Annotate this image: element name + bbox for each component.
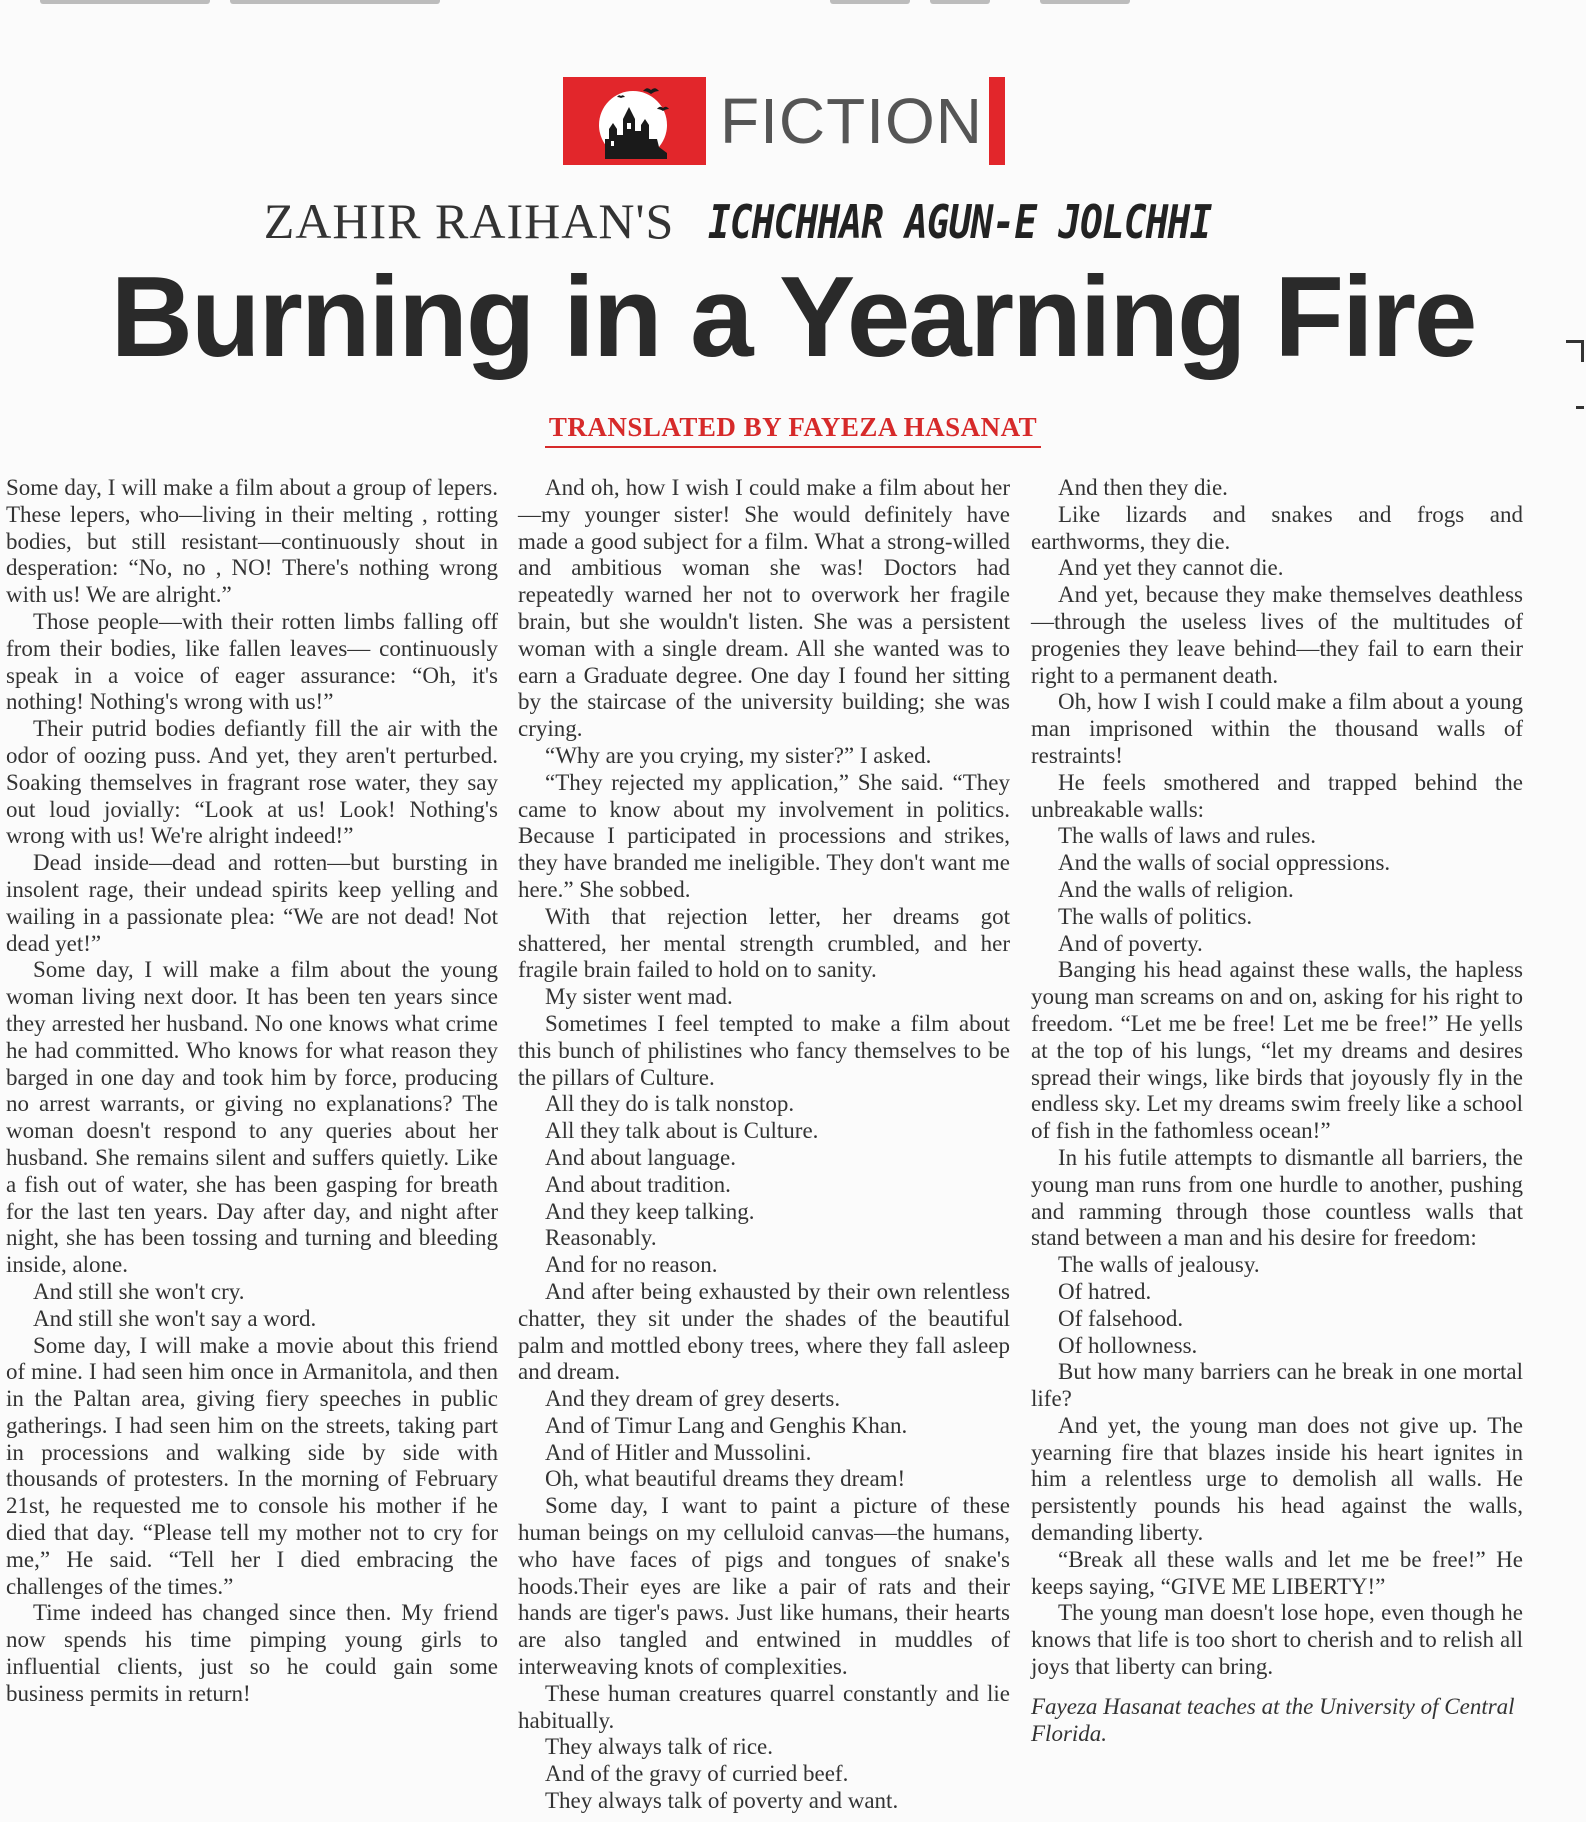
article-column-2 [518,475,1010,1815]
byline-text: TRANSLATED BY FAYEZA HASANAT [545,412,1041,448]
paragraph: And after being exhausted by their own relentless chatter, they sit under the shades of the beautiful palm and mottled ebony trees, where they fall asleep and dream. [518,1278,1010,1385]
kicker [0,192,1586,250]
paragraph: With that rejection letter, her dreams got shattered, her mental strength crumbled, and her fragile brain failed to hold on to sanity. [518,903,1010,983]
paragraph: The walls of politics. [1058,903,1253,929]
paragraph: “Break all these walls and let me be free!” He keeps saying, “GIVE ME LIBERTY!” [1031,1546,1523,1599]
paragraph: And they dream of grey deserts. [545,1386,841,1412]
section-label: FICTION [720,85,983,157]
paragraph: Some day, I will make a film about the young woman living next door. It has been ten years since they arrested her husband. No one knows what crime he had committed. Who knows for what reason they barged in one day and took him by force, producing no arrest warrants, or giving no explanations? The woman doesn't respond to any queries about her husband. She remains silent and suffers quietly. Like a fish out of water, she has been gasping for breath for the last ten years. Day after day, and night after night, she has been tossing and turning and bleeding inside, alone. [6,957,498,1278]
paragraph: These human creatures quarrel constantly and lie habitually. [518,1680,1010,1733]
byline [0,412,1586,448]
paragraph: “They rejected my application,” She said. “They came to know about my involvement in politics. Because I participated in processions and strikes, they have branded me ineligible. They don't want me here.” She sobbed. [518,769,1010,902]
paragraph: The young man doesn't lose hope, even though he knows that life is too short to cherish and to relish all joys that liberty can bring. [1031,1600,1523,1680]
paragraph: “Why are you crying, my sister?” I asked. [545,742,932,768]
paragraph: Those people—with their rotten limbs falling off from their bodies, like fallen leaves— continuously speak in a voice of eager assurance: “Oh, it's nothing! Nothing's wrong with us!” [6,608,498,715]
paragraph: The walls of laws and rules. [1058,823,1317,849]
paragraph: The walls of jealousy. [1058,1252,1260,1278]
paragraph: Of falsehood. [1058,1305,1184,1331]
paragraph: And the walls of religion. [1058,876,1294,902]
paragraph: Sometimes I feel tempted to make a film about this bunch of philistines who fancy themselves to be the pillars of Culture. [518,1010,1010,1090]
paragraph: And oh, how I wish I could make a film about her—my younger sister! She would definitely have made a good subject for a film. What a strong-willed and ambitious woman she was! Doctors had repeatedly warned her not to overwork her fragile brain, but she wouldn't listen. She was a persistent woman with a single dream. All she wanted was to earn a Graduate degree. One day I found her sitting by the staircase of the university building; she was crying. [518,475,1010,742]
paragraph: And yet, the young man does not give up. The yearning fire that blazes inside his heart ignites in him a relentless urge to demolish all walls. He persistently pounds his head against the walls, demanding liberty. [1031,1412,1523,1546]
banner-icon-box [563,77,706,165]
paragraph: My sister went mad. [545,984,733,1010]
paragraph: And of the gravy of curried beef. [545,1761,849,1787]
paragraph: And of poverty. [1058,930,1203,956]
paragraph: All they do is talk nonstop. [545,1091,795,1117]
section-banner [563,77,1005,165]
paragraph: Time indeed has changed since then. My friend now spends his time pimping young girls to influential clients, just so he could gain some business permits in return! [6,1600,498,1706]
article-column-3 [1031,475,1523,1747]
paragraph: And then they die. [1058,475,1228,500]
paragraph: And of Hitler and Mussolini. [545,1439,812,1465]
paragraph: And still she won't say a word. [33,1305,317,1331]
paragraph: And for no reason. [545,1252,718,1278]
paragraph: But how many barriers can he break in one mortal life? [1031,1359,1523,1412]
paragraph: And still she won't cry. [33,1278,245,1304]
paragraph: And the walls of social oppressions. [1058,850,1391,876]
article-column-1 [6,475,498,1708]
paragraph: And yet they cannot die. [1058,555,1284,581]
paragraph: Dead inside—dead and rotten—but bursting in insolent rage, their undead spirits keep yelling and wailing in a passionate plea: “We are not dead! Not dead yet!” [6,850,498,956]
paragraph: Banging his head against these walls, the hapless young man screams on and on, asking for his right to freedom. “Let me be free! Let me be free!” He yells at the top of his lungs, “let my dreams and desires spread their wings, like birds that joyously fly in the endless sky. Let my dreams swim freely like a school of fish in the fathomless ocean!” [1031,957,1523,1144]
paragraph: Reasonably. [545,1225,657,1251]
paragraph: They always talk of rice. [545,1734,773,1760]
haunted-house-icon [587,79,683,163]
paragraph: Of hollowness. [1058,1332,1198,1358]
paragraph: Their putrid bodies defiantly fill the air with the odor of oozing puss. And yet, they aren't perturbed. Soaking themselves in fragrant rose water, they say out loud jovially: “Look at us! Look! Nothing's wrong with us! We're alright indeed!” [6,716,498,849]
paragraph: Some day, I want to paint a picture of these human beings on my celluloid canvas—the humans, who have faces of pigs and tongues of snake's hoods.Their eyes are like a pair of rats and their hands are tiger's paws. Just like humans, their hearts are also tangled and entwined in muddles of interweaving knots of complexities. [518,1493,1010,1680]
paragraph: In his futile attempts to dismantle all barriers, the young man runs from one hurdle to another, pushing and ramming through those countless walls that stand between a man and his desire for freedom: [1031,1144,1523,1251]
paragraph: Of hatred. [1058,1278,1152,1304]
translator-credit: Fayeza Hasanat teaches at the University of Central Florida. [1031,1693,1515,1746]
headline: Burning in a Yearning Fire [110,254,1476,381]
paragraph: All they talk about is Culture. [545,1118,819,1144]
paragraph: Oh, what beautiful dreams they dream! [545,1466,906,1492]
previous-page-text-cutoff [0,0,1586,6]
paragraph: And of Timur Lang and Genghis Khan. [545,1412,908,1438]
paragraph: Some day, I will make a film about a group of lepers. These lepers, who—living in their melting , rotting bodies, but still resistant—continuously shout in desperation: “No, no , NO! There's nothing wrong with us! We are alright.” [6,475,498,608]
paragraph: And they keep talking. [545,1198,755,1224]
kicker-book-title: ICHCHHAR AGUN-E JOLCHHI [708,195,1212,249]
paragraph: They always talk of poverty and want. [545,1788,899,1814]
paragraph: He feels smothered and trapped behind the unbreakable walls: [1031,769,1523,822]
paragraph: And about tradition. [545,1171,731,1197]
paragraph: Like lizards and snakes and frogs and earthworms, they die. [1031,501,1523,554]
paragraph: Some day, I will make a movie about this friend of mine. I had seen him once in Armanitola, and then in the Paltan area, giving fiery speeches in public gatherings. I had seen him on the streets, taking part in processions and walking side by side with thousands of protesters. In the morning of February 21st, he requested me to console his mother if he died that day. “Please tell my mother not to cry for me,” He said. “Tell her I died embracing the challenges of the times.” [6,1332,498,1599]
kicker-author: ZAHIR RAIHAN'S [263,193,675,249]
paragraph: Oh, how I wish I could make a film about a young man imprisoned within the thousand walls of restraints! [1031,689,1523,768]
paragraph: And about language. [545,1144,736,1170]
paragraph: And yet, because they make themselves deathless—through the useless lives of the multitudes of progenies they leave behind—they fail to earn their right to a permanent death. [1031,582,1523,688]
banner-end-bar [989,77,1005,165]
